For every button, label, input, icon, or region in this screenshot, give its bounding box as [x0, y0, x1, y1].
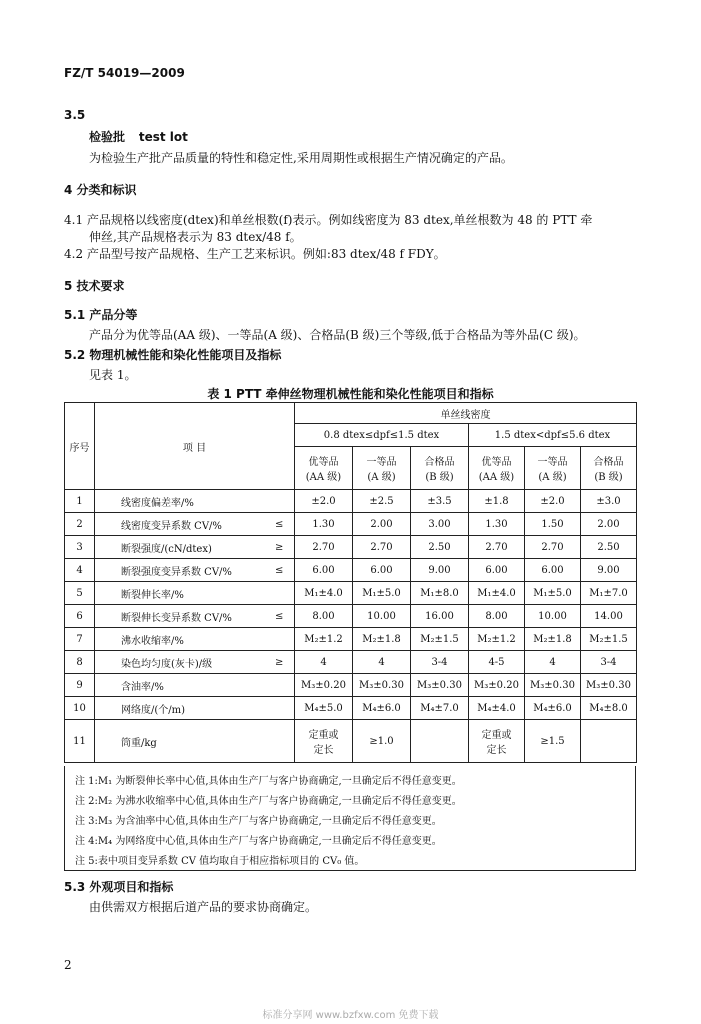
row-symbol: ≥ — [265, 651, 295, 674]
grade-name: 合格品 — [593, 457, 624, 468]
cell: 6.00 — [353, 559, 411, 582]
cell: M₁±4.0 — [295, 582, 353, 605]
cell-line: 定重或 — [481, 730, 512, 741]
row-no: 10 — [65, 697, 95, 720]
row-no: 4 — [65, 559, 95, 582]
cell: 6.00 — [469, 559, 525, 582]
row-item: 线密度变异系数 CV/% — [95, 513, 265, 536]
para-5-2: 见表 1。 — [89, 368, 137, 382]
cell: M₃±0.20 — [469, 674, 525, 697]
note: 注 5:表中项目变异系数 CV 值均取自于相应指标项目的 CV₀ 值。 — [75, 856, 365, 867]
cell: 8.00 — [469, 605, 525, 628]
row-no: 2 — [65, 513, 95, 536]
page-number: 2 — [64, 958, 72, 972]
cell-line: 定重或 — [308, 730, 339, 741]
cell-line: 定长 — [486, 745, 507, 756]
row-symbol: ≤ — [265, 605, 295, 628]
spec-table — [64, 402, 637, 763]
row-no: 11 — [65, 720, 95, 763]
cell: M₂±1.2 — [295, 628, 353, 651]
grade-code: (A 级) — [367, 472, 396, 483]
cell: ±1.8 — [469, 490, 525, 513]
cell — [581, 720, 637, 763]
header-row-1 — [65, 403, 637, 424]
section-4-heading: 4 分类和标识 — [64, 183, 137, 197]
row-item: 网络度/(个/m) — [95, 697, 265, 720]
table-row — [65, 628, 637, 651]
cell: 3.00 — [411, 513, 469, 536]
header-item: 项 目 — [95, 403, 295, 490]
table-row — [65, 720, 637, 763]
cell: 4 — [295, 651, 353, 674]
cell: ≥1.5 — [525, 720, 581, 763]
section-5-3-heading: 5.3 外观项目和指标 — [64, 880, 174, 894]
cell: 1.30 — [295, 513, 353, 536]
cell: 2.70 — [353, 536, 411, 559]
header-range-2: 1.5 dtex<dpf≤5.6 dtex — [469, 424, 637, 447]
watermark: 标准分享网 www.bzfxw.com 免费下载 — [262, 1010, 439, 1021]
cell: 9.00 — [581, 559, 637, 582]
table-row — [65, 513, 637, 536]
row-item: 含油率/% — [95, 674, 265, 697]
section-5-2-heading: 5.2 物理机械性能和染化性能项目及指标 — [64, 348, 282, 362]
grade-header — [525, 447, 581, 490]
row-no: 8 — [65, 651, 95, 674]
row-symbol — [265, 628, 295, 651]
grade-name: 合格品 — [424, 457, 455, 468]
cell: M₃±0.20 — [295, 674, 353, 697]
cell: 2.70 — [295, 536, 353, 559]
cell: 3-4 — [411, 651, 469, 674]
para-5-3: 由供需双方根据后道产品的要求协商确定。 — [89, 900, 318, 914]
cell: 8.00 — [295, 605, 353, 628]
row-item: 沸水收缩率/% — [95, 628, 265, 651]
grade-header — [581, 447, 637, 490]
cell: 10.00 — [353, 605, 411, 628]
row-item: 断裂伸长率/% — [95, 582, 265, 605]
cell: 4 — [353, 651, 411, 674]
cell: 2.70 — [525, 536, 581, 559]
row-symbol: ≤ — [265, 559, 295, 582]
grade-header — [295, 447, 353, 490]
cell: M₂±1.8 — [525, 628, 581, 651]
table-caption: 表 1 PTT 牵伸丝物理机械性能和染化性能项目和指标 — [207, 387, 494, 401]
grade-name: 一等品 — [366, 457, 397, 468]
header-group: 单丝线密度 — [295, 403, 637, 424]
cell — [295, 720, 353, 763]
cell: M₁±4.0 — [469, 582, 525, 605]
note: 注 3:M₃ 为含油率中心值,具体由生产厂与客户协商确定,一旦确定后不得任意变更。 — [75, 816, 442, 827]
note: 注 1:M₁ 为断裂伸长率中心值,具体由生产厂与客户协商确定,一旦确定后不得任意变更。 — [75, 776, 462, 787]
cell: 9.00 — [411, 559, 469, 582]
cell: 2.50 — [411, 536, 469, 559]
cell-line: 定长 — [313, 745, 334, 756]
cell: M₂±1.2 — [469, 628, 525, 651]
cell — [411, 720, 469, 763]
cell: 4 — [525, 651, 581, 674]
cell: ±2.0 — [295, 490, 353, 513]
row-no: 9 — [65, 674, 95, 697]
header-range-1: 0.8 dtex≤dpf≤1.5 dtex — [295, 424, 469, 447]
para-4-2: 4.2 产品型号按产品规格、生产工艺来标识。例如:83 dtex/48 f FDY。 — [64, 247, 446, 261]
section-5-1-heading: 5.1 产品分等 — [64, 308, 138, 322]
cell: M₁±7.0 — [581, 582, 637, 605]
grade-code: (AA 级) — [478, 472, 515, 483]
term-line — [89, 128, 188, 145]
cell: 16.00 — [411, 605, 469, 628]
grade-code: (B 级) — [425, 472, 454, 483]
cell — [469, 720, 525, 763]
table-row — [65, 651, 637, 674]
cell: M₄±8.0 — [581, 697, 637, 720]
cell: 2.70 — [469, 536, 525, 559]
cell: ±3.0 — [581, 490, 637, 513]
grade-name: 优等品 — [481, 457, 512, 468]
row-symbol: ≥ — [265, 536, 295, 559]
cell: 1.30 — [469, 513, 525, 536]
grade-code: (AA 级) — [305, 472, 342, 483]
row-item: 断裂伸长变异系数 CV/% — [95, 605, 265, 628]
term-en: test lot — [138, 130, 188, 144]
cell: M₁±5.0 — [353, 582, 411, 605]
cell: M₂±1.5 — [411, 628, 469, 651]
row-symbol — [265, 674, 295, 697]
cell: M₃±0.30 — [353, 674, 411, 697]
grade-header — [353, 447, 411, 490]
cell: 2.00 — [581, 513, 637, 536]
cell: M₃±0.30 — [581, 674, 637, 697]
header-no: 序号 — [65, 403, 95, 490]
cell: ≥1.0 — [353, 720, 411, 763]
doc-id: FZ/T 54019—2009 — [64, 66, 185, 80]
cell: 6.00 — [295, 559, 353, 582]
para-5-1: 产品分为优等品(AA 级)、一等品(A 级)、合格品(B 级)三个等级,低于合格品为等外品(C 级)。 — [89, 328, 586, 342]
cell: M₁±5.0 — [525, 582, 581, 605]
term-cn: 检验批 — [89, 130, 126, 144]
row-symbol — [265, 697, 295, 720]
cell: 6.00 — [525, 559, 581, 582]
table-row — [65, 605, 637, 628]
row-item: 线密度偏差率/% — [95, 490, 265, 513]
term-definition: 为检验生产批产品质量的特性和稳定性,采用周期性或根据生产情况确定的产品。 — [89, 151, 513, 165]
table-row — [65, 490, 637, 513]
grade-code: (B 级) — [594, 472, 623, 483]
row-item: 断裂强度变异系数 CV/% — [95, 559, 265, 582]
grade-code: (A 级) — [538, 472, 567, 483]
cell: ±2.0 — [525, 490, 581, 513]
cell: M₂±1.5 — [581, 628, 637, 651]
row-no: 6 — [65, 605, 95, 628]
table-row — [65, 536, 637, 559]
grade-header — [411, 447, 469, 490]
cell: 14.00 — [581, 605, 637, 628]
row-item: 断裂强度/(cN/dtex) — [95, 536, 265, 559]
row-symbol: ≤ — [265, 513, 295, 536]
cell: 2.00 — [353, 513, 411, 536]
row-symbol — [265, 490, 295, 513]
cell: M₄±4.0 — [469, 697, 525, 720]
table-row — [65, 582, 637, 605]
row-item: 染色均匀度(灰卡)/级 — [95, 651, 265, 674]
row-no: 3 — [65, 536, 95, 559]
cell: 1.50 — [525, 513, 581, 536]
row-no: 7 — [65, 628, 95, 651]
cell: 4-5 — [469, 651, 525, 674]
note: 注 2:M₂ 为沸水收缩率中心值,具体由生产厂与客户协商确定,一旦确定后不得任意变更。 — [75, 796, 462, 807]
para-4-1-line2: 伸丝,其产品规格表示为 83 dtex/48 f。 — [89, 230, 302, 244]
grade-name: 优等品 — [308, 457, 339, 468]
grade-header — [469, 447, 525, 490]
cell: ±2.5 — [353, 490, 411, 513]
row-symbol — [265, 582, 295, 605]
cell: M₁±8.0 — [411, 582, 469, 605]
table-notes — [64, 766, 636, 871]
cell: M₄±7.0 — [411, 697, 469, 720]
row-no: 1 — [65, 490, 95, 513]
cell: M₃±0.30 — [411, 674, 469, 697]
table-row — [65, 559, 637, 582]
cell: M₂±1.8 — [353, 628, 411, 651]
row-item: 筒重/kg — [95, 720, 295, 763]
table-row — [65, 674, 637, 697]
cell: 3-4 — [581, 651, 637, 674]
cell: 2.50 — [581, 536, 637, 559]
row-no: 5 — [65, 582, 95, 605]
section-3-5-number: 3.5 — [64, 108, 86, 122]
table-row — [65, 697, 637, 720]
para-4-1-line1: 4.1 产品规格以线密度(dtex)和单丝根数(f)表示。例如线密度为 83 dtex,单丝根数为 48 的 PTT 牵 — [64, 213, 593, 227]
cell: ±3.5 — [411, 490, 469, 513]
section-5-heading: 5 技术要求 — [64, 279, 125, 293]
cell: M₄±6.0 — [353, 697, 411, 720]
grade-name: 一等品 — [537, 457, 568, 468]
cell: M₄±6.0 — [525, 697, 581, 720]
cell: M₄±5.0 — [295, 697, 353, 720]
cell: M₃±0.30 — [525, 674, 581, 697]
cell: 10.00 — [525, 605, 581, 628]
note: 注 4:M₄ 为网络度中心值,具体由生产厂与客户协商确定,一旦确定后不得任意变更。 — [75, 836, 442, 847]
